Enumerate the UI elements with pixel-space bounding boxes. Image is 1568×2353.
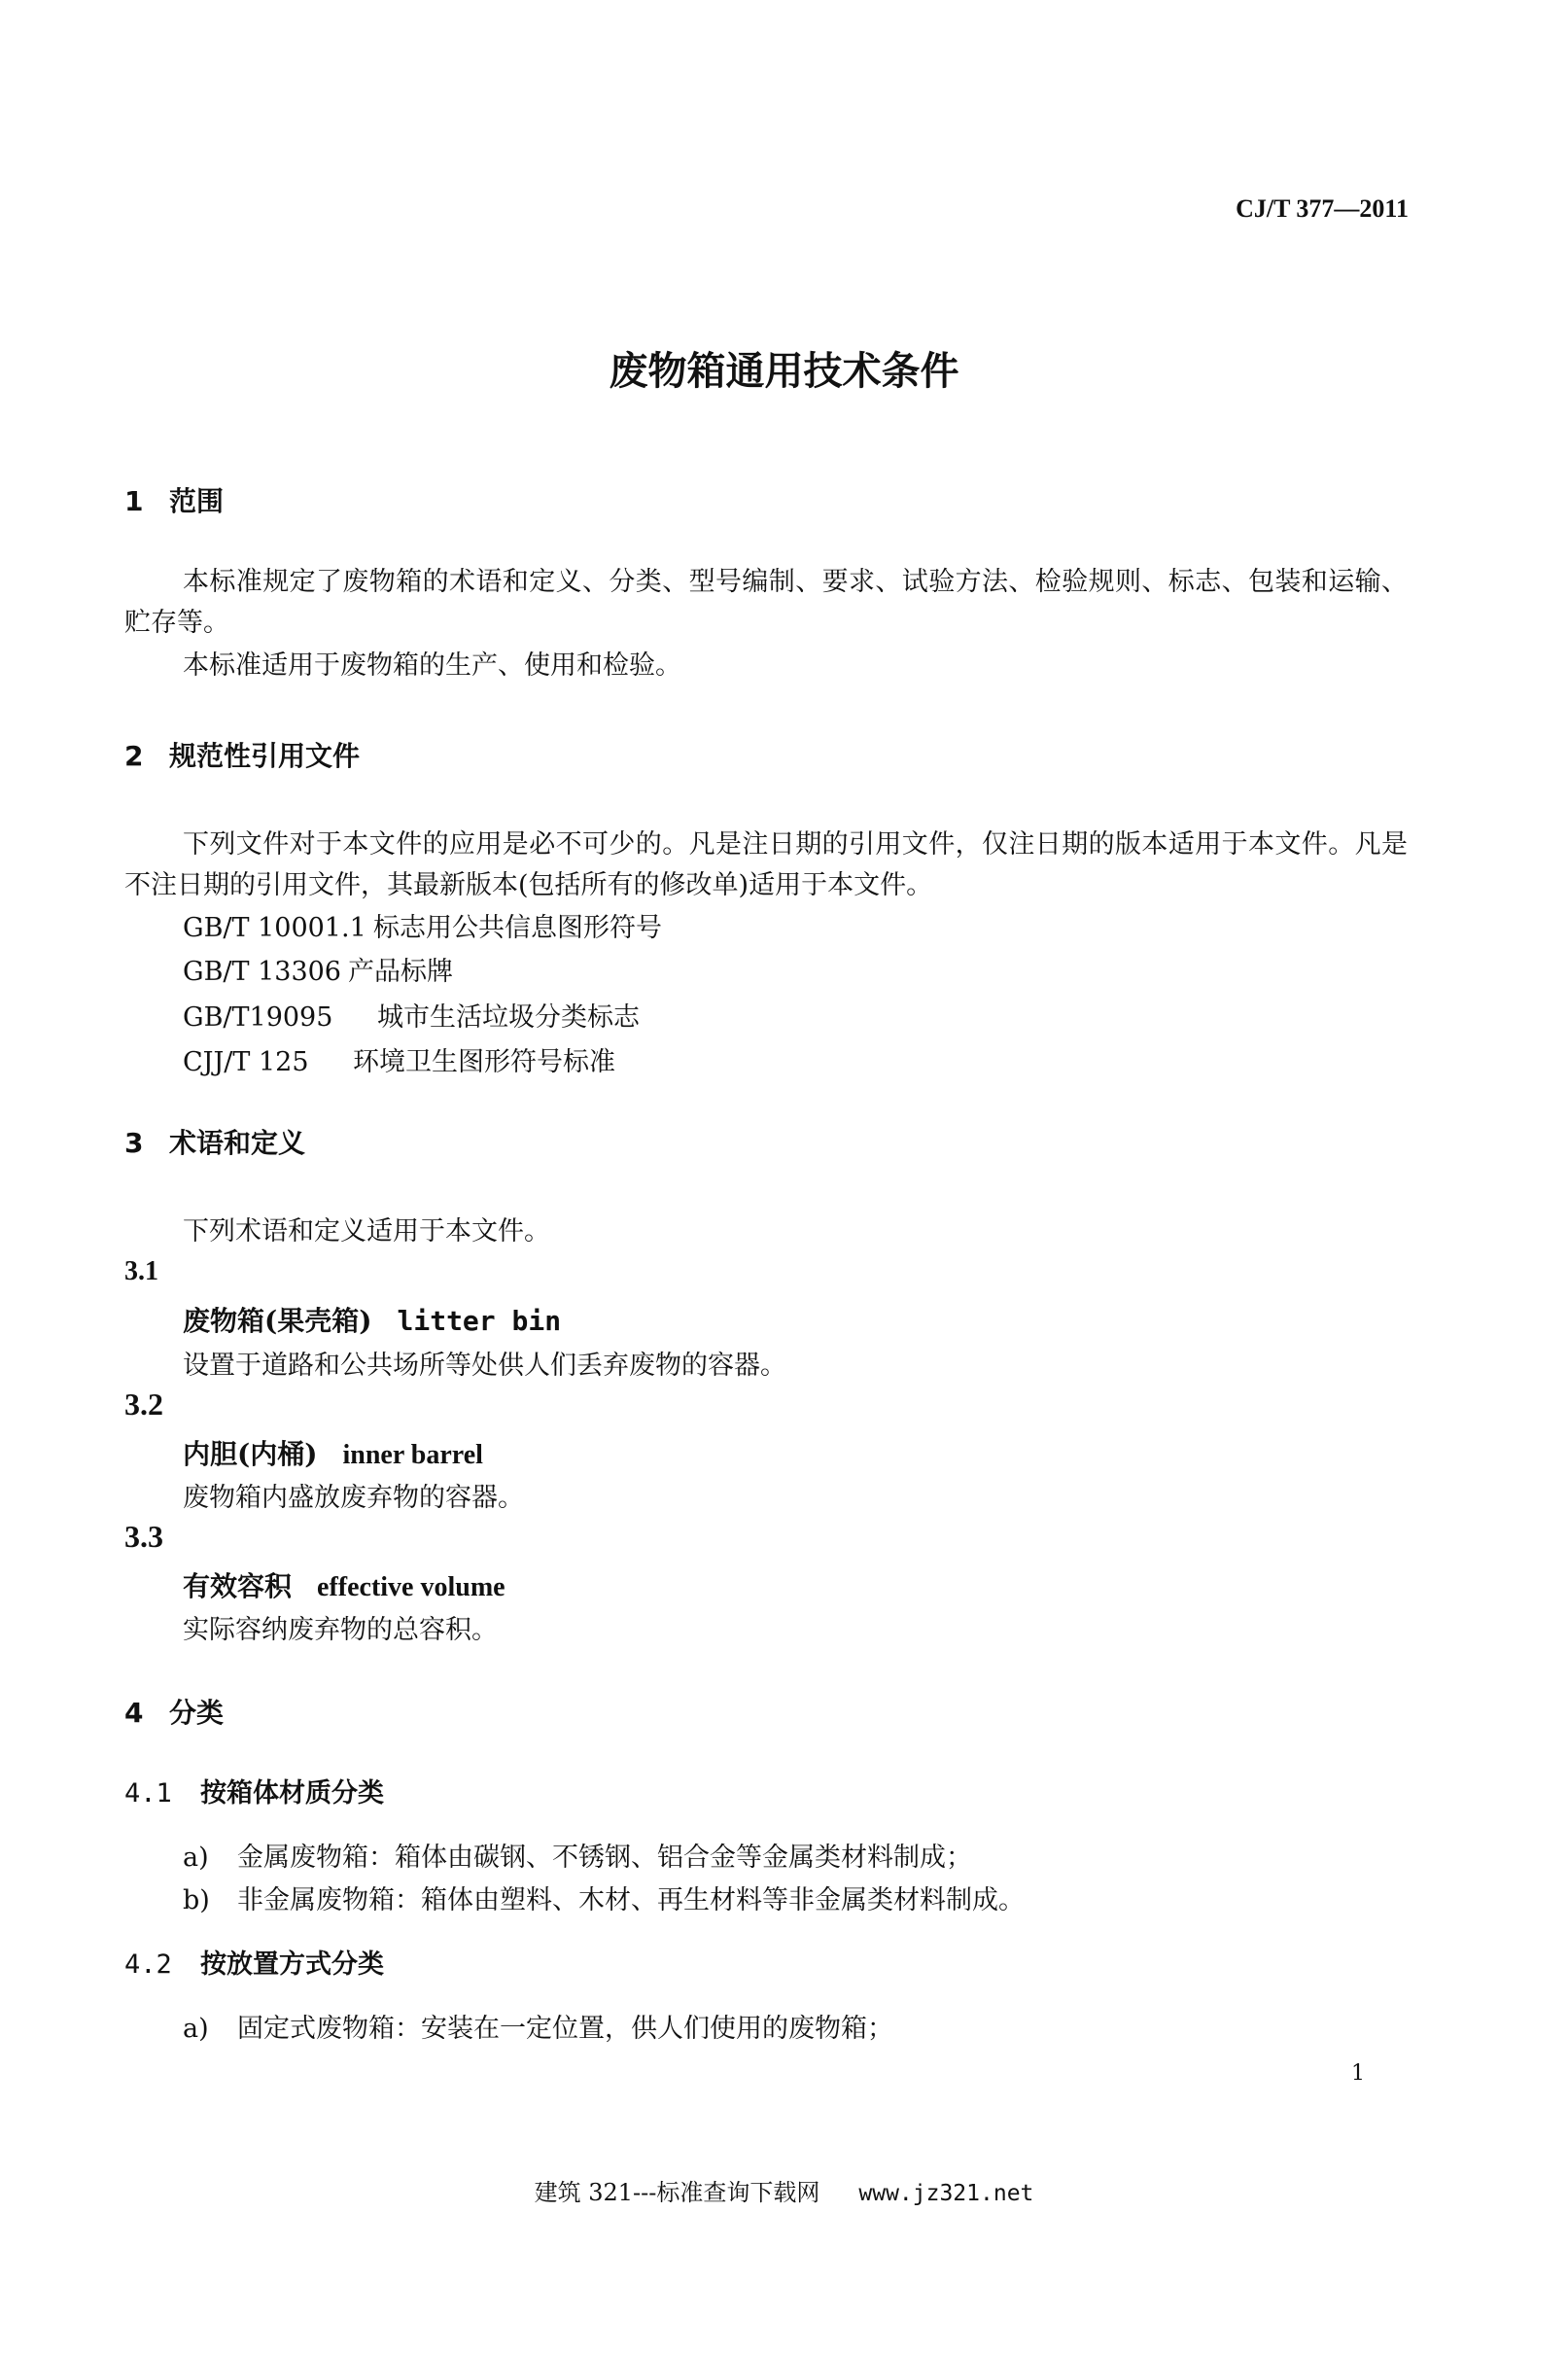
subsection-4-1-heading bbox=[124, 1772, 384, 1809]
term-en: inner barrel bbox=[342, 1440, 483, 1470]
section-number: 2 bbox=[124, 740, 144, 772]
list-item bbox=[183, 2007, 893, 2045]
normative-reference bbox=[183, 906, 662, 944]
section-title: 范围 bbox=[169, 485, 225, 517]
list-marker: a) bbox=[183, 1843, 209, 1873]
section-1-paragraph-1: 本标准规定了废物箱的术语和定义、分类、型号编制、要求、试验方法、检验规则、标志、包装和运输、贮存等。 bbox=[124, 567, 1408, 638]
term-en: litter bin bbox=[397, 1305, 562, 1337]
normative-reference bbox=[183, 1040, 615, 1078]
section-title: 规范性引用文件 bbox=[169, 740, 361, 772]
footer-site-name: 建筑 321---标准查询下载网 bbox=[534, 2179, 820, 2206]
footer-url: www.jz321.net bbox=[858, 2181, 1034, 2206]
page-footer bbox=[0, 2173, 1568, 2207]
term-heading bbox=[183, 1300, 561, 1339]
list-text: 非金属废物箱：箱体由塑料、木材、再生材料等非金属类材料制成。 bbox=[237, 1885, 1025, 1915]
reference-title: 标志用公共信息图形符号 bbox=[373, 913, 662, 943]
term-number: 3.2 bbox=[124, 1387, 163, 1422]
standard-code: CJ/T 377—2011 bbox=[1236, 194, 1409, 223]
list-marker: a) bbox=[183, 2014, 209, 2044]
term-number: 3.1 bbox=[124, 1256, 158, 1286]
term-zh: 内胆(内桶) bbox=[183, 1438, 318, 1470]
section-1-heading bbox=[124, 480, 224, 519]
list-item bbox=[183, 1836, 972, 1874]
section-title: 术语和定义 bbox=[169, 1127, 306, 1159]
section-1-paragraph-2: 本标准适用于废物箱的生产、使用和检验。 bbox=[183, 650, 681, 681]
section-2-paragraph-1: 下列文件对于本文件的应用是必不可少的。凡是注日期的引用文件，仅注日期的版本适用于本文件。凡是不注日期的引用文件，其最新版本(包括所有的修改单)适用于本文件。 bbox=[124, 829, 1408, 900]
list-marker: b) bbox=[183, 1885, 210, 1915]
term-heading bbox=[183, 1433, 483, 1472]
term-definition: 设置于道路和公共场所等处供人们丢弃废物的容器。 bbox=[183, 1351, 786, 1381]
term-heading bbox=[183, 1565, 505, 1604]
reference-code: GB/T 13306 bbox=[183, 957, 341, 987]
reference-code: CJJ/T 125 bbox=[183, 1047, 309, 1077]
term-zh: 有效容积 bbox=[183, 1570, 293, 1602]
term-definition: 实际容纳废弃物的总容积。 bbox=[183, 1615, 498, 1645]
section-title: 分类 bbox=[169, 1697, 225, 1729]
section-number: 1 bbox=[124, 485, 144, 517]
subsection-number: 4.1 bbox=[124, 1778, 172, 1809]
normative-reference bbox=[183, 950, 453, 988]
section-3-intro: 下列术语和定义适用于本文件。 bbox=[183, 1216, 550, 1247]
reference-code: GB/T 10001.1 bbox=[183, 913, 366, 943]
reference-title: 环境卫生图形符号标准 bbox=[353, 1047, 615, 1077]
document-title: 废物箱通用技术条件 bbox=[609, 349, 959, 394]
reference-code: GB/T19095 bbox=[183, 1002, 333, 1033]
section-number: 4 bbox=[124, 1697, 144, 1729]
page-number: 1 bbox=[1351, 2061, 1365, 2086]
term-en: effective volume bbox=[317, 1572, 505, 1602]
subsection-title: 按放置方式分类 bbox=[200, 1949, 384, 1980]
section-4-heading bbox=[124, 1692, 224, 1731]
reference-title: 城市生活垃圾分类标志 bbox=[377, 1002, 640, 1033]
subsection-4-2-heading bbox=[124, 1943, 384, 1981]
list-item bbox=[183, 1879, 1025, 1916]
section-2-heading bbox=[124, 735, 360, 774]
section-number: 3 bbox=[124, 1127, 144, 1159]
subsection-title: 按箱体材质分类 bbox=[200, 1778, 384, 1809]
list-text: 金属废物箱：箱体由碳钢、不锈钢、铝合金等金属类材料制成； bbox=[237, 1843, 972, 1873]
subsection-number: 4.2 bbox=[124, 1949, 172, 1980]
term-definition: 废物箱内盛放废弃物的容器。 bbox=[183, 1483, 524, 1513]
reference-title: 产品标牌 bbox=[348, 957, 453, 987]
section-3-heading bbox=[124, 1122, 305, 1161]
term-zh: 废物箱(果壳箱) bbox=[183, 1305, 372, 1337]
normative-reference bbox=[183, 996, 640, 1034]
term-number: 3.3 bbox=[124, 1519, 163, 1554]
list-text: 固定式废物箱：安装在一定位置，供人们使用的废物箱； bbox=[237, 2014, 893, 2044]
